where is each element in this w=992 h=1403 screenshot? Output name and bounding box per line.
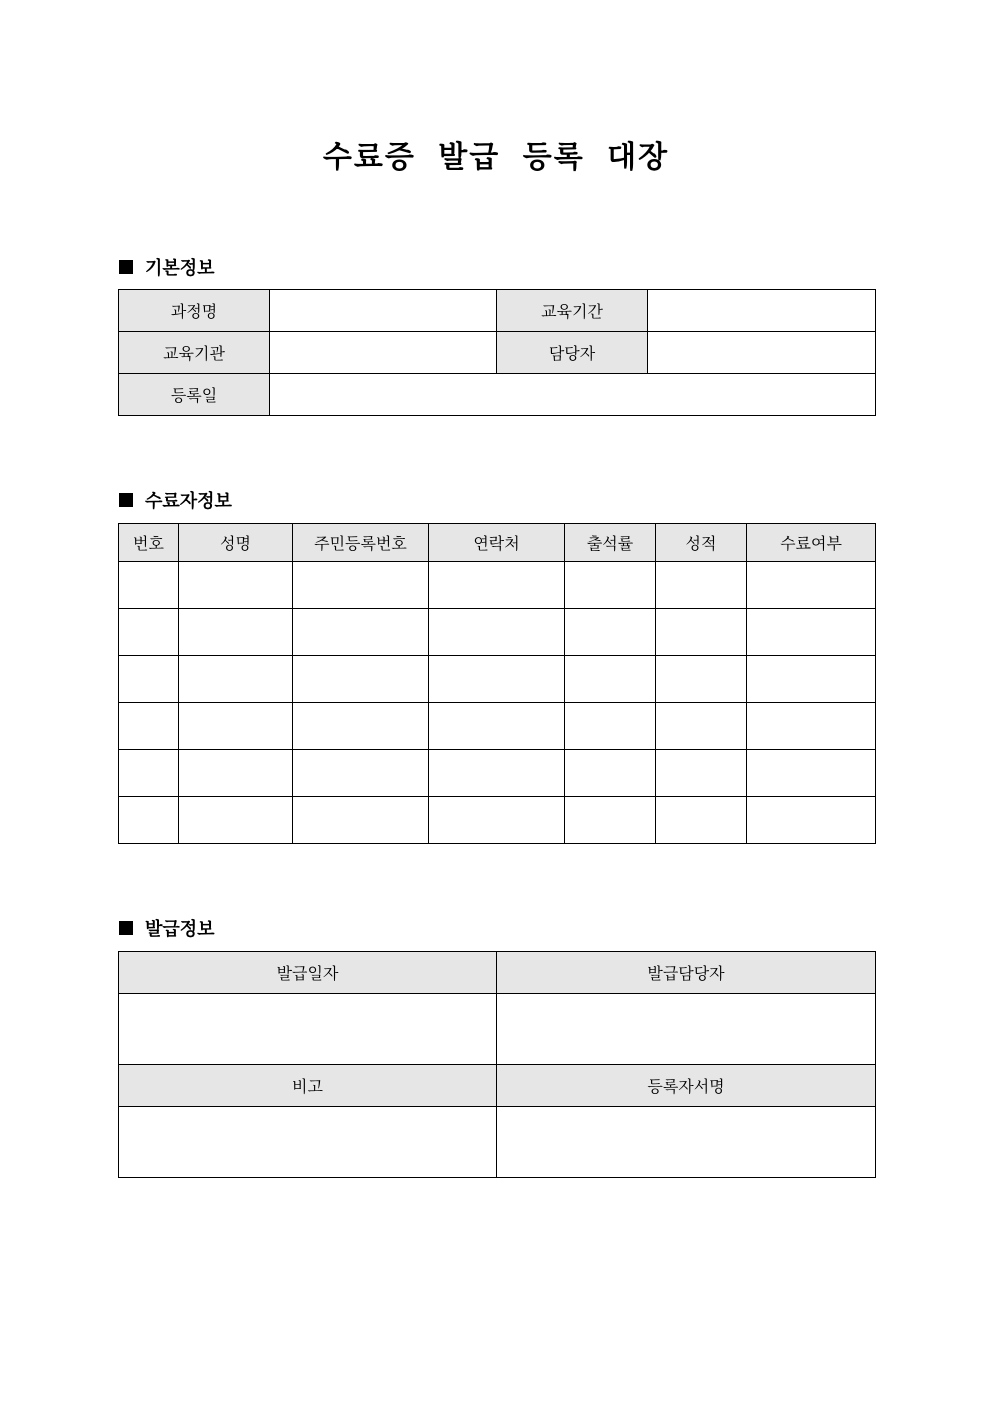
table-cell[interactable] (747, 703, 876, 750)
table-cell[interactable] (119, 562, 179, 609)
table-cell[interactable] (747, 609, 876, 656)
table-cell[interactable] (747, 797, 876, 844)
col-number-header: 번호 (119, 524, 179, 562)
issue-date-field[interactable] (119, 994, 497, 1065)
table-cell[interactable] (293, 609, 429, 656)
graduate-table-header (119, 524, 876, 562)
col-contact-header: 연락처 (429, 524, 565, 562)
col-completion-header: 수료여부 (747, 524, 876, 562)
table-cell[interactable] (747, 656, 876, 703)
table-cell[interactable] (119, 750, 179, 797)
table-cell[interactable] (179, 609, 293, 656)
manager-field[interactable] (648, 332, 876, 374)
basic-info-table (118, 289, 876, 416)
table-row (119, 609, 876, 656)
table-cell[interactable] (119, 703, 179, 750)
table-cell[interactable] (747, 562, 876, 609)
remarks-label: 비고 (119, 1065, 497, 1107)
table-cell[interactable] (179, 703, 293, 750)
basic-info-heading (119, 254, 215, 280)
institution-field[interactable] (270, 332, 497, 374)
table-cell[interactable] (656, 609, 747, 656)
graduate-info-heading-text: 수료자정보 (145, 491, 232, 512)
remarks-field[interactable] (119, 1107, 497, 1178)
registrant-signature-field[interactable] (497, 1107, 876, 1178)
table-cell[interactable] (119, 797, 179, 844)
table-cell[interactable] (656, 797, 747, 844)
table-row (119, 656, 876, 703)
issue-manager-field[interactable] (497, 994, 876, 1065)
table-cell[interactable] (429, 797, 565, 844)
table-cell[interactable] (656, 703, 747, 750)
course-name-field[interactable] (270, 290, 497, 332)
training-period-field[interactable] (648, 290, 876, 332)
table-cell[interactable] (179, 797, 293, 844)
document-title: 수료증 발급 등록 대장 (322, 140, 670, 175)
table-cell[interactable] (429, 656, 565, 703)
table-cell[interactable] (293, 562, 429, 609)
col-grade-header: 성적 (656, 524, 747, 562)
table-cell[interactable] (565, 750, 656, 797)
table-cell[interactable] (179, 656, 293, 703)
table-row (119, 703, 876, 750)
square-bullet-icon (119, 260, 133, 274)
table-cell[interactable] (179, 562, 293, 609)
graduate-info-table (118, 523, 876, 844)
col-resident-id-header: 주민등록번호 (293, 524, 429, 562)
table-cell[interactable] (565, 797, 656, 844)
square-bullet-icon (119, 921, 133, 935)
table-cell[interactable] (565, 562, 656, 609)
table-cell[interactable] (429, 703, 565, 750)
table-cell[interactable] (656, 656, 747, 703)
col-name-header: 성명 (179, 524, 293, 562)
registrant-signature-label: 등록자서명 (497, 1065, 876, 1107)
table-cell[interactable] (565, 609, 656, 656)
table-cell[interactable] (119, 656, 179, 703)
issue-date-label: 발급일자 (119, 952, 497, 994)
course-name-label: 과정명 (119, 290, 270, 332)
table-cell[interactable] (293, 797, 429, 844)
issue-info-table (118, 951, 876, 1178)
graduate-info-heading (119, 487, 232, 513)
table-cell[interactable] (119, 609, 179, 656)
issue-manager-label: 발급담당자 (497, 952, 876, 994)
table-cell[interactable] (293, 703, 429, 750)
table-cell[interactable] (565, 656, 656, 703)
table-cell[interactable] (293, 656, 429, 703)
table-cell[interactable] (565, 703, 656, 750)
table-row (119, 750, 876, 797)
table-cell[interactable] (293, 750, 429, 797)
table-cell[interactable] (429, 750, 565, 797)
table-cell[interactable] (179, 750, 293, 797)
col-attendance-header: 출석률 (565, 524, 656, 562)
table-row (119, 562, 876, 609)
table-cell[interactable] (656, 750, 747, 797)
table-cell[interactable] (429, 609, 565, 656)
institution-label: 교육기관 (119, 332, 270, 374)
manager-label: 담당자 (497, 332, 648, 374)
square-bullet-icon (119, 493, 133, 507)
issue-info-heading-text: 발급정보 (145, 919, 215, 940)
issue-info-heading (119, 915, 215, 941)
registration-date-field[interactable] (270, 374, 876, 416)
table-cell[interactable] (656, 562, 747, 609)
registration-date-label: 등록일 (119, 374, 270, 416)
table-row (119, 797, 876, 844)
table-cell[interactable] (429, 562, 565, 609)
training-period-label: 교육기간 (497, 290, 648, 332)
table-cell[interactable] (747, 750, 876, 797)
basic-info-heading-text: 기본정보 (145, 258, 215, 279)
